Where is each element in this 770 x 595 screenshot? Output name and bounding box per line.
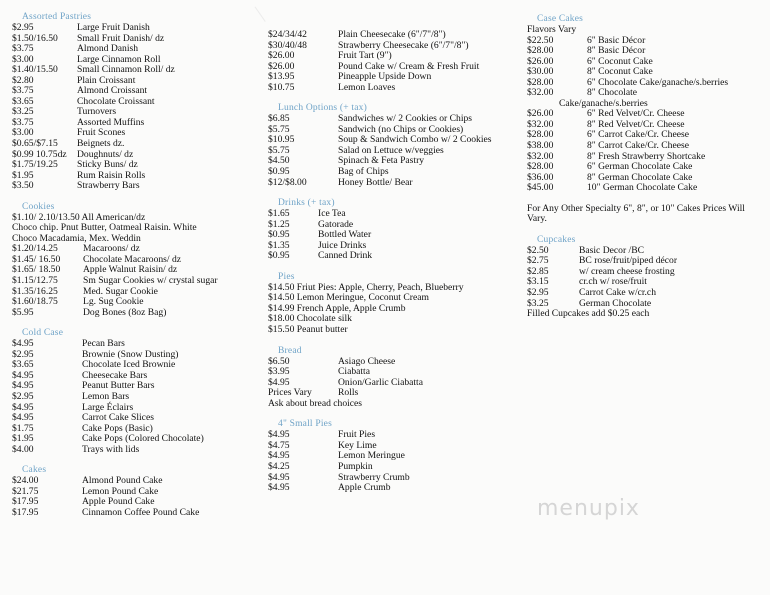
menu-item-name: German Chocolate: [579, 297, 652, 309]
menu-item-name: Chocolate Macaroons/ dz: [83, 253, 182, 265]
menu-item-price: $4.95: [268, 376, 290, 388]
menu-item-name: Lemon Bars: [82, 390, 130, 402]
menu-item-price: $1.25: [268, 218, 290, 230]
menu-item-name: cr.ch w/ rose/fruit: [579, 276, 647, 288]
menu-item-price: $32.00: [527, 150, 554, 162]
menu-item-name: Sandwiches w/ 2 Cookies or Chips: [338, 113, 473, 125]
menu-item-price: $1.35: [268, 239, 290, 251]
menu-item-name: Lemon Loaves: [338, 81, 396, 93]
menu-item-price: $28.00: [527, 161, 554, 173]
menu-item-name: Chocolate Iced Brownie: [82, 359, 176, 371]
menu-item-name: Pecan Bars: [82, 338, 125, 350]
menu-item-price: $21.75: [12, 485, 39, 497]
menu-item-price: $4.95: [12, 401, 34, 413]
menu-item-price: $1.75: [12, 422, 34, 434]
menu-item-name: Bag of Chips: [338, 166, 389, 178]
menu-item-name: Fruit Tart (9"): [338, 50, 392, 62]
menu-item-name: Canned Drink: [318, 250, 373, 262]
menu-row: [268, 483, 518, 494]
menu-item-price: $28.00: [527, 45, 554, 57]
menu-item-name: 8" Red Velvet/Cr. Cheese: [587, 118, 685, 130]
menu-item-name: Sm Sugar Cookies w/ crystal sugar: [83, 275, 218, 287]
menu-item-name: Fruit Pies: [338, 429, 376, 441]
menu-item-name: 6" German Chocolate Cake: [587, 161, 693, 173]
menu-item-price: $2.95: [12, 390, 34, 402]
menu-item-price: $26.00: [268, 50, 295, 62]
menu-item-price: $1.40/15.50: [12, 64, 58, 76]
menu-item-name: Macaroons/ dz: [83, 243, 140, 255]
menu-item-name: Key Lime: [338, 439, 377, 451]
menu-item-price: $1.45/ 16.50: [12, 253, 61, 265]
menu-item-price: $24/34/42: [268, 29, 307, 40]
section-title-cookies: Cookies: [22, 201, 55, 212]
case-cakes-list-2: [527, 109, 767, 193]
menu-item-name: 8" German Chocolate Cake: [587, 171, 693, 183]
cakes-list: [12, 476, 252, 518]
menu-item-price: $3.00: [12, 127, 34, 139]
section-title-bread: Bread: [278, 345, 302, 356]
menu-item-price: $6.85: [268, 113, 290, 125]
menu-item-name: Almond Danish: [77, 43, 139, 55]
menu-item-price: $24.00: [12, 475, 39, 487]
menu-item-price: Prices Vary: [268, 387, 312, 399]
menu-item-name: Asiago Cheese: [338, 355, 396, 367]
lunch-list: [268, 114, 518, 188]
menu-row: [12, 23, 252, 34]
menu-item-price: $17.95: [12, 506, 39, 518]
menu-item-price: $1.20/14.25: [12, 243, 58, 255]
menu-item-price: $32.00: [527, 87, 554, 99]
bread-note: Ask about bread choices: [268, 397, 363, 409]
menu-item-name: Strawberry Bars: [77, 180, 140, 192]
menu-item-price: $4.95: [12, 338, 34, 350]
menu-item-name: Rum Raisin Rolls: [77, 169, 146, 181]
menu-item-name: Small Fruit Danish/ dz: [77, 32, 165, 44]
menu-item-name: Soup & Sandwich Combo w/ 2 Cookies: [338, 134, 492, 146]
menu-item-name: Beignets dz.: [77, 138, 125, 150]
menu-item-name: BC rose/fruit/piped décor: [579, 255, 678, 267]
menu-item-price: $0.65/$7.15: [12, 138, 58, 150]
menu-item-price: $3.50: [12, 180, 34, 192]
menu-item-price: $10.75: [268, 81, 295, 93]
flavors-note: Flavors Vary: [527, 24, 577, 35]
menu-item-name: Lemon Meringue: [338, 450, 405, 462]
menu-item-name: 10" German Chocolate Cake: [587, 182, 698, 194]
cookies-intro: [12, 213, 252, 245]
menu-item-name: Plain Croissant: [77, 74, 136, 86]
menu-item-price: $3.00: [12, 53, 34, 65]
menu-item-name: Pound Cake w/ Cream & Fresh Fruit: [338, 60, 480, 72]
menu-item-price: $2.80: [12, 74, 34, 86]
small-pies-list: [268, 430, 518, 493]
menu-row: [268, 230, 518, 241]
menu-item-name: 6" Red Velvet/Cr. Cheese: [587, 108, 685, 120]
menu-row: [527, 183, 767, 194]
menu-item-name: Fruit Scones: [77, 127, 126, 139]
menu-row: [527, 288, 767, 299]
menu-item-price: $26.00: [527, 108, 554, 120]
section-title-pastries: Assorted Pastries: [22, 12, 92, 22]
menu-item-price: $1.35/16.25: [12, 285, 58, 297]
menu-item-price: $30.00: [527, 66, 554, 78]
menu-row: [527, 141, 767, 152]
menu-line: $14.50 Lemon Meringue, Coconut Cream: [268, 292, 429, 304]
menu-item-name: Lg. Sug Cookie: [83, 296, 144, 308]
menu-row: [268, 251, 518, 262]
pies-list: [268, 283, 518, 336]
menu-item-name: 6" Coconut Cake: [587, 55, 653, 67]
menu-item-price: $1.50/16.50: [12, 32, 58, 44]
menu-item-price: $3.65: [12, 95, 34, 107]
menu-item-name: 8" Carrot Cake/Cr. Cheese: [587, 140, 689, 152]
menu-row: [12, 308, 252, 319]
menu-row: [268, 473, 518, 484]
bread-list: [268, 357, 518, 399]
menu-item-price: $10.95: [268, 134, 295, 146]
menu-row: [268, 83, 518, 94]
section-title-cupcakes: Cupcakes: [537, 234, 576, 245]
menu-item-price: $0.95: [268, 250, 290, 262]
menu-row: [268, 451, 518, 462]
section-title-drinks: Drinks (+ tax): [278, 198, 335, 209]
menu-row: [268, 241, 518, 252]
menu-item-name: w/ cream cheese frosting: [579, 265, 675, 277]
menu-row: [12, 508, 252, 519]
menu-item-price: $1.60/18.75: [12, 296, 58, 308]
menu-row: [527, 267, 767, 278]
menu-item-name: Ice Tea: [318, 208, 346, 220]
menu-item-name: Almond Pound Cake: [82, 475, 163, 487]
menu-item-price: $26.00: [268, 60, 295, 72]
menu-item-name: Cinnamon Coffee Pound Cake: [82, 506, 200, 518]
menu-item-name: Chocolate Croissant: [77, 95, 155, 107]
column-left: [12, 12, 252, 518]
menu-item-price: $2.95: [12, 348, 34, 360]
menu-row: [12, 445, 252, 456]
menu-item-name: Large Fruit Danish: [77, 22, 150, 33]
menu-item-price: $32.00: [527, 118, 554, 130]
menu-item-price: $2.85: [527, 265, 549, 277]
menu-item-price: $2.95: [12, 22, 34, 33]
section-title-cakes: Cakes: [22, 465, 47, 476]
menu-item-price: $5.95: [12, 306, 34, 318]
case-cakes-list: [527, 36, 767, 99]
menu-item-price: $3.15: [527, 276, 549, 288]
filled-cupcakes-note: Filled Cupcakes add $0.25 each: [527, 308, 650, 320]
menu-item-price: $4.50: [268, 155, 290, 167]
menu-item-name: 8" Fresh Strawberry Shortcake: [587, 150, 706, 162]
menu-item-name: Pineapple Upside Down: [338, 71, 432, 83]
menu-item-name: Juice Drinks: [318, 239, 367, 251]
menu-item-price: $13.95: [268, 71, 295, 83]
menu-line: $14.99 French Apple, Apple Crumb: [268, 302, 406, 314]
watermark-logo: menupix: [537, 496, 640, 521]
menu-row: [268, 167, 518, 178]
menu-item-name: Basic Decor /BC: [579, 244, 645, 256]
menu-item-name: Almond Croissant: [77, 85, 148, 97]
menu-item-name: Dog Bones (8oz Bag): [83, 306, 167, 318]
menu-item-price: $4.25: [268, 460, 290, 472]
menu-item-price: $4.95: [268, 450, 290, 462]
menu-item-price: $1.95: [12, 433, 34, 445]
menu-item-price: $2.75: [527, 255, 549, 267]
menu-row: [12, 276, 252, 287]
menu-item-price: $4.95: [12, 380, 34, 392]
menu-item-name: Large Cinnamon Roll: [77, 53, 161, 65]
cupcakes-list: [527, 246, 767, 309]
menu-item-price: $1.15/12.75: [12, 275, 58, 287]
section-title-small-pies: 4" Small Pies: [278, 419, 332, 430]
menu-item-name: Rolls: [338, 387, 359, 399]
menu-line: $18.00 Chocolate silk: [268, 313, 352, 325]
menu-item-price: $4.95: [12, 369, 34, 381]
menu-item-name: Lemon Pound Cake: [82, 485, 159, 497]
menu-item-name: Sandwich (no Chips or Cookies): [338, 123, 464, 135]
menu-row: [12, 381, 252, 392]
menu-row: [268, 357, 518, 368]
menu-item-name: Turnovers: [77, 106, 117, 118]
menu-item-price: $36.00: [527, 171, 554, 183]
cookies-list: [12, 244, 252, 318]
menu-item-price: $4.95: [268, 482, 290, 494]
menu-item-name: Ciabatta: [338, 366, 370, 378]
case-cake-continuation: Cake/ganache/s.berries: [559, 97, 648, 109]
menu-row: [527, 78, 767, 89]
menu-item-price: $6.50: [268, 355, 290, 367]
menu-item-name: Cake Pops (Basic): [82, 422, 153, 434]
menu-item-name: Small Cinnamon Roll/ dz: [77, 64, 175, 76]
menu-item-name: Carrot Cake w/cr.ch: [579, 287, 656, 299]
menu-item-name: Plain Cheesecake (6"/7"/8"): [338, 29, 446, 40]
menu-line: $1.10/ 2.10/13.50 All American/dz: [12, 211, 146, 223]
menu-item-price: $5.75: [268, 123, 290, 135]
menu-item-price: $3.95: [268, 366, 290, 378]
menu-item-price: $17.95: [12, 496, 39, 508]
menu-item-name: Honey Bottle/ Bear: [338, 176, 413, 188]
menu-item-name: Gatorade: [318, 218, 354, 230]
menu-row: [12, 118, 252, 129]
menu-item-name: 8" Basic Décor: [587, 45, 646, 57]
menu-item-price: $0.95: [268, 229, 290, 241]
menu-item-price: $4.75: [268, 439, 290, 451]
menu-item-name: Trays with lids: [82, 443, 140, 455]
cheesecake-list: [268, 30, 518, 93]
menu-item-name: Apple Pound Cake: [82, 496, 155, 508]
menu-row: [268, 462, 518, 473]
menu-item-name: Onion/Garlic Ciabatta: [338, 376, 423, 388]
specialty-note: For Any Other Specialty 6", 8", or 10" Cakes Prices Will Vary.: [527, 202, 745, 225]
menu-item-price: $30/40/48: [268, 39, 307, 51]
menu-row: [268, 209, 518, 220]
paper-crease: [255, 0, 281, 22]
menu-item-price: $3.75: [12, 116, 34, 128]
menu-row: [268, 41, 518, 52]
menu-row: [268, 178, 518, 189]
menu-item-name: Carrot Cake Slices: [82, 412, 154, 424]
menu-item-name: Strawberry Cheesecake (6"/7"/8"): [338, 39, 469, 51]
menu-item-price: $45.00: [527, 182, 554, 194]
menu-item-name: 8" Chocolate: [587, 87, 638, 99]
menu-item-name: Apple Walnut Raisin/ dz: [83, 264, 178, 276]
menu-item-name: Pumpkin: [338, 460, 373, 472]
menu-item-price: $4.95: [12, 412, 34, 424]
menu-item-price: $22.50: [527, 34, 554, 46]
menu-row: [268, 30, 518, 41]
section-title-pies: Pies: [278, 271, 295, 282]
menu-item-price: $0.99 10.75dz: [12, 148, 67, 160]
menu-item-price: $0.95: [268, 166, 290, 178]
menu-item-name: 6" Carrot Cake/Cr. Cheese: [587, 129, 689, 141]
menu-item-price: $1.95: [12, 169, 34, 181]
menu-item-name: Peanut Butter Bars: [82, 380, 155, 392]
menu-item-price: $1.75/19.25: [12, 159, 58, 171]
menu-row: [268, 156, 518, 167]
menu-item-name: Large Éclairs: [82, 401, 134, 413]
menu-row: [527, 36, 767, 47]
menu-row: [12, 392, 252, 403]
section-title-cold-case: Cold Case: [22, 328, 64, 339]
menu-item-name: Brownie (Snow Dusting): [82, 348, 179, 360]
menu-item-name: Apple Crumb: [338, 482, 391, 494]
menu-item-price: $2.50: [527, 244, 549, 256]
menu-row: [268, 220, 518, 231]
menu-line: Choco chip. Pnut Butter, Oatmeal Raisin. White: [12, 222, 197, 234]
menu-item-name: Med. Sugar Cookie: [83, 285, 158, 297]
menu-item-name: 6" Basic Décor: [587, 34, 646, 46]
menu-item-price: $38.00: [527, 140, 554, 152]
menu-item-price: $4.00: [12, 443, 34, 455]
menu-item-price: $5.75: [268, 144, 290, 156]
menu-line: $15.50 Peanut butter: [268, 324, 348, 336]
section-title-case-cakes: Case Cakes: [537, 14, 584, 24]
menu-item-name: Sticky Buns/ dz: [77, 159, 138, 171]
menu-item-name: Assorted Muffins: [77, 116, 145, 128]
menu-row: [268, 430, 518, 441]
menu-line: $14.50 Friut Pies: Apple, Cherry, Peach, Blueberry: [268, 281, 464, 293]
menu-item-price: $4.95: [268, 471, 290, 483]
menu-item-price: $1.65/ 18.50: [12, 264, 61, 276]
column-middle: [268, 30, 518, 494]
pastries-list: [12, 23, 252, 192]
menu-row: [12, 181, 252, 192]
menu-item-price: $3.75: [12, 85, 34, 97]
menu-item-name: Spinach & Feta Pastry: [338, 155, 425, 167]
menu-item-price: $3.65: [12, 359, 34, 371]
menu-item-name: Cake Pops (Colored Chocolate): [82, 433, 204, 445]
menu-item-name: 6" Chocolate Cake/ganache/s.berries: [587, 76, 729, 88]
menu-line: Choco Macadamia, Mex. Weddin: [12, 232, 141, 244]
menu-item-price: $28.00: [527, 76, 554, 88]
menu-item-name: Doughnuts/ dz: [77, 148, 134, 160]
menu-item-name: Salad on Lettuce w/veggies: [338, 144, 444, 156]
drinks-list: [268, 209, 518, 262]
menu-item-price: $3.75: [12, 43, 34, 55]
column-right: [527, 14, 767, 320]
menu-row: [12, 139, 252, 150]
cold-case-list: [12, 339, 252, 455]
menu-item-price: $1.65: [268, 208, 290, 220]
menu-item-price: $3.25: [527, 297, 549, 309]
menu-item-price: $26.00: [527, 55, 554, 67]
section-title-lunch: Lunch Options (+ tax): [278, 103, 367, 114]
menu-row: [12, 97, 252, 108]
menu-item-name: Strawberry Crumb: [338, 471, 410, 483]
menu-item-name: 8" Coconut Cake: [587, 66, 653, 78]
menu-item-name: Bottled Water: [318, 229, 372, 241]
menu-item-name: Cheesecake Bars: [82, 369, 148, 381]
menu-item-price: $4.95: [268, 429, 290, 441]
menu-item-price: $3.25: [12, 106, 34, 118]
menu-item-price: $2.95: [527, 287, 549, 299]
menu-item-price: $12/$8.00: [268, 176, 307, 188]
menu-row: [12, 413, 252, 424]
menu-item-price: $28.00: [527, 129, 554, 141]
